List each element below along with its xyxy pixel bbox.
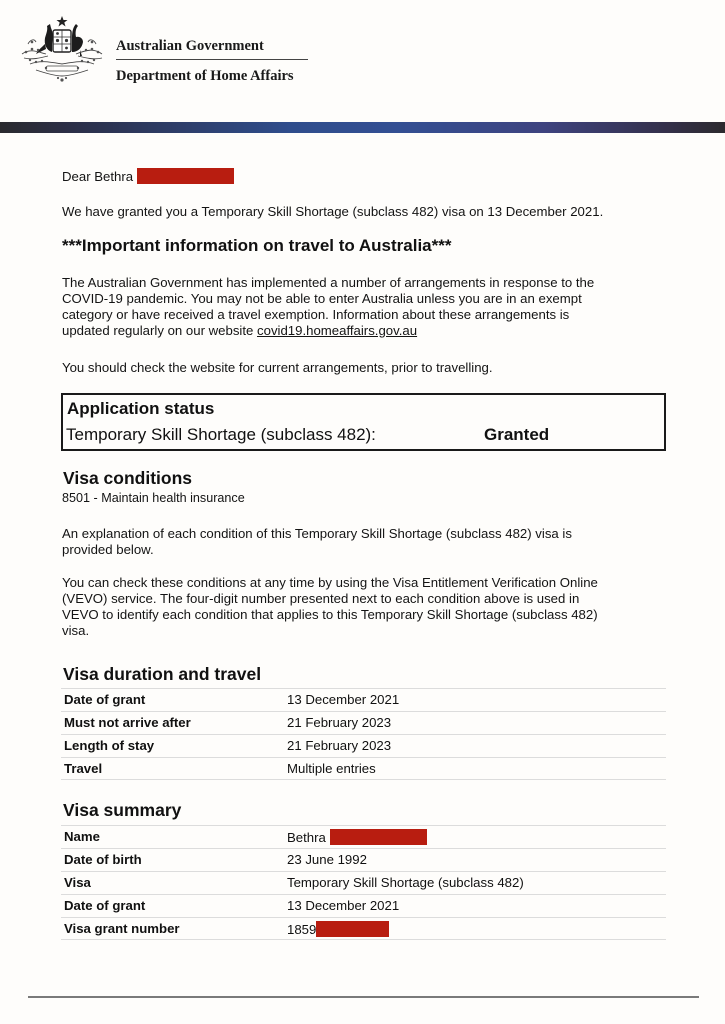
salutation-text: Dear Bethra (62, 169, 134, 184)
important-heading: ***Important information on travel to Australia*** (62, 236, 452, 255)
redacted-surname (137, 168, 234, 184)
covid-line-prefix: updated regularly on our website (62, 323, 258, 338)
coat-of-arms-icon (16, 14, 108, 86)
covid-line: COVID-19 pandemic. You may not be able to enter Australia unless you are in an exempt (62, 291, 582, 306)
grant-sentence: We have granted you a Temporary Skill Shortage (subclass 482) visa on 13 December 2021. (62, 204, 604, 219)
row-label: Visa grant number (64, 921, 180, 936)
row-value: Multiple entries (287, 761, 376, 776)
covid-line: The Australian Government has implemented a number of arrangements in response to the (62, 275, 595, 290)
vevo-line: visa. (62, 623, 90, 638)
row-label: Must not arrive after (64, 715, 191, 730)
table-row (61, 848, 666, 871)
header-band (0, 122, 725, 133)
table-row (61, 917, 666, 940)
grant-number-value: 1859 (287, 922, 317, 937)
row-label: Date of grant (64, 898, 146, 913)
visa-conditions-heading: Visa conditions (63, 468, 193, 488)
conditions-explanation (62, 526, 572, 558)
table-row (61, 688, 666, 711)
explanation-line: provided below. (62, 542, 154, 557)
vevo-line: (VEVO) service. The four-digit number presented next to each condition above is used in (62, 591, 580, 606)
letterhead (0, 0, 725, 122)
visa-condition-item: 8501 - Maintain health insurance (62, 491, 245, 505)
footer-divider (28, 996, 699, 998)
vevo-line: VEVO to identify each condition that applies to this Temporary Skill Shortage (subclass 482) (62, 607, 598, 622)
row-value (287, 829, 427, 845)
row-value: 13 December 2021 (287, 692, 400, 707)
row-label: Date of birth (64, 852, 142, 867)
name-value: Bethra (287, 830, 326, 845)
row-label: Date of grant (64, 692, 146, 707)
department-name: Department of Home Affairs (116, 68, 294, 84)
visa-summary-heading: Visa summary (63, 800, 182, 820)
duration-travel-heading: Visa duration and travel (63, 664, 262, 684)
explanation-line: An explanation of each condition of this Temporary Skill Shortage (subclass 482) visa is (62, 526, 572, 541)
row-value: 21 February 2023 (287, 715, 392, 730)
application-status-value: Granted (484, 425, 550, 444)
application-status-label: Temporary Skill Shortage (subclass 482): (66, 425, 376, 444)
salutation (62, 168, 234, 185)
visa-summary-table (61, 825, 666, 940)
row-value (287, 921, 389, 937)
row-label: Visa (64, 875, 91, 890)
row-label: Length of stay (64, 738, 155, 753)
covid-website-link[interactable]: covid19.homeaffairs.gov.au (257, 323, 418, 338)
table-row (61, 871, 666, 894)
row-value: 13 December 2021 (287, 898, 400, 913)
letterhead-divider (116, 59, 308, 60)
row-value: 21 February 2023 (287, 738, 392, 753)
table-row (61, 894, 666, 917)
application-status-box (61, 393, 666, 451)
covid-paragraph (62, 275, 594, 339)
row-value: 23 June 1992 (287, 852, 367, 867)
table-row (61, 757, 666, 780)
check-website-text: You should check the website for current arrangements, prior to travelling. (62, 360, 493, 375)
redacted-grant-number (316, 921, 389, 937)
row-label: Name (64, 829, 100, 844)
table-row (61, 734, 666, 757)
covid-line-last (62, 323, 594, 339)
table-row (61, 825, 666, 848)
vevo-line: You can check these conditions at any time by using the Visa Entitlement Verification Online (62, 575, 598, 590)
application-status-title: Application status (67, 399, 215, 418)
row-label: Travel (64, 761, 103, 776)
redacted-surname (330, 829, 427, 845)
covid-line: category or have received a travel exemption. Information about these arrangements is (62, 307, 570, 322)
vevo-paragraph (62, 575, 598, 639)
table-row (61, 711, 666, 734)
duration-travel-table (61, 688, 666, 780)
row-value: Temporary Skill Shortage (subclass 482) (287, 875, 524, 890)
government-name: Australian Government (116, 38, 264, 54)
